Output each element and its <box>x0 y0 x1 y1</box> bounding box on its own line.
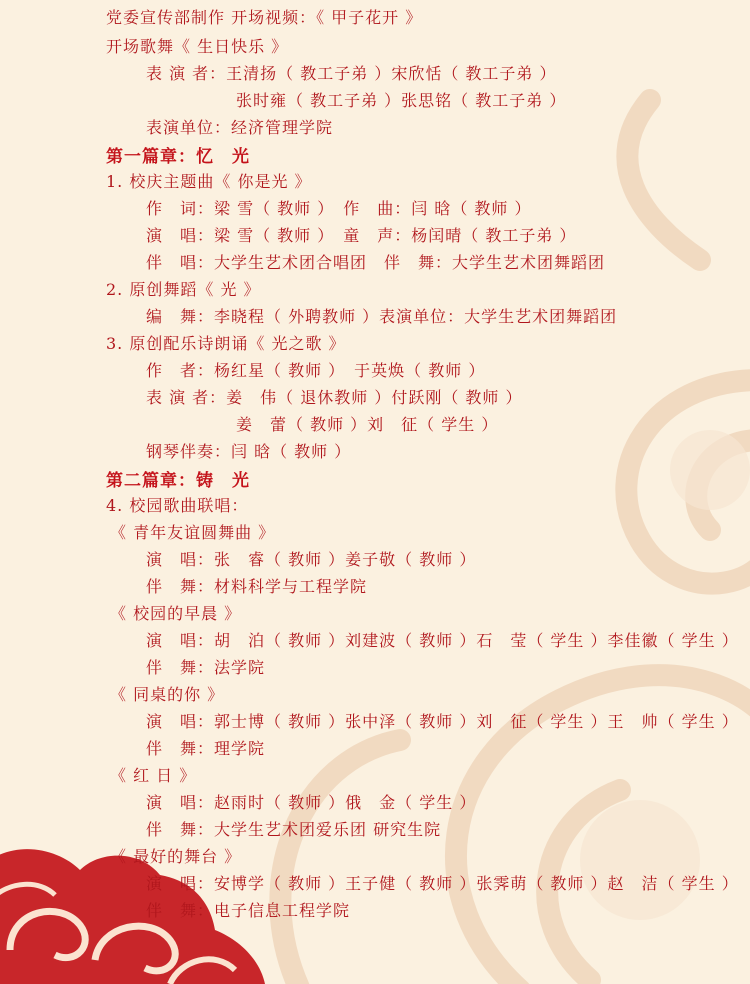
program-line: 伴 舞：法学院 <box>146 658 266 677</box>
program-line: 党委宣传部制作 开场视频：《 甲子花开 》 <box>106 8 423 27</box>
program-line: 演 唱：赵雨时（ 教师 ）俄 金（ 学生 ） <box>146 793 477 812</box>
program-line: 表演单位：经济管理学院 <box>146 118 334 137</box>
program-line: 张时雍（ 教工子弟 ）张思铭（ 教工子弟 ） <box>236 91 567 110</box>
program-line: 伴 舞：材料科学与工程学院 <box>146 577 368 596</box>
program-line: 4. 校园歌曲联唱： <box>106 496 249 515</box>
program-line: 编 舞：李晓程（ 外聘教师 ）表演单位：大学生艺术团舞蹈团 <box>146 307 618 326</box>
program-line: 演 唱：安博学（ 教师 ）王子健（ 教师 ）张霁萌（ 教师 ）赵 洁（ 学生 ） <box>146 874 739 893</box>
program-line: 演 唱：梁 雪（ 教师 ） 童 声：杨闰晴（ 教工子弟 ） <box>146 226 577 245</box>
program-line: 表 演 者：王清扬（ 教工子弟 ）宋欣恬（ 教工子弟 ） <box>146 64 557 83</box>
program-line: 伴 舞：电子信息工程学院 <box>146 901 351 920</box>
program-line: 演 唱：张 睿（ 教师 ）姜子敬（ 教师 ） <box>146 550 477 569</box>
program-line: 3. 原创配乐诗朗诵《 光之歌 》 <box>106 334 346 353</box>
program-line: 2. 原创舞蹈《 光 》 <box>106 280 261 299</box>
program-line: 钢琴伴奏：闫 晗（ 教师 ） <box>146 442 352 461</box>
section-heading: 第二篇章：铸 光 <box>106 471 250 491</box>
program-line: 表 演 者：姜 伟（ 退休教师 ）付跃刚（ 教师 ） <box>146 388 523 407</box>
program-line: 姜 蕾（ 教师 ）刘 征（ 学生 ） <box>236 415 499 434</box>
section-heading: 第一篇章：忆 光 <box>106 147 250 167</box>
program-line: 《 校园的早晨 》 <box>110 604 242 623</box>
program-line: 演 唱：郭士博（ 教师 ）张中泽（ 教师 ）刘 征（ 学生 ）王 帅（ 学生 ） <box>146 712 739 731</box>
program-line: 作 词：梁 雪（ 教师 ） 作 曲：闫 晗（ 教师 ） <box>146 199 532 218</box>
program-line: 《 红 日 》 <box>110 766 197 785</box>
program-line: 《 青年友谊圆舞曲 》 <box>110 523 276 542</box>
program-line: 开场歌舞《 生日快乐 》 <box>106 37 289 56</box>
program-line: 《 同桌的你 》 <box>110 685 225 704</box>
program-line: 伴 舞：大学生艺术团爱乐团 研究生院 <box>146 820 442 839</box>
program-line: 作 者：杨红星（ 教师 ） 于英焕（ 教师 ） <box>146 361 486 380</box>
program-line: 《 最好的舞台 》 <box>110 847 242 866</box>
program-line: 伴 唱：大学生艺术团合唱团 伴 舞：大学生艺术团舞蹈团 <box>146 253 606 272</box>
program-line: 1. 校庆主题曲《 你是光 》 <box>106 172 312 191</box>
program-line: 演 唱：胡 泊（ 教师 ）刘建波（ 教师 ）石 莹（ 学生 ）李佳徽（ 学生 ） <box>146 631 739 650</box>
program-line: 伴 舞：理学院 <box>146 739 266 758</box>
